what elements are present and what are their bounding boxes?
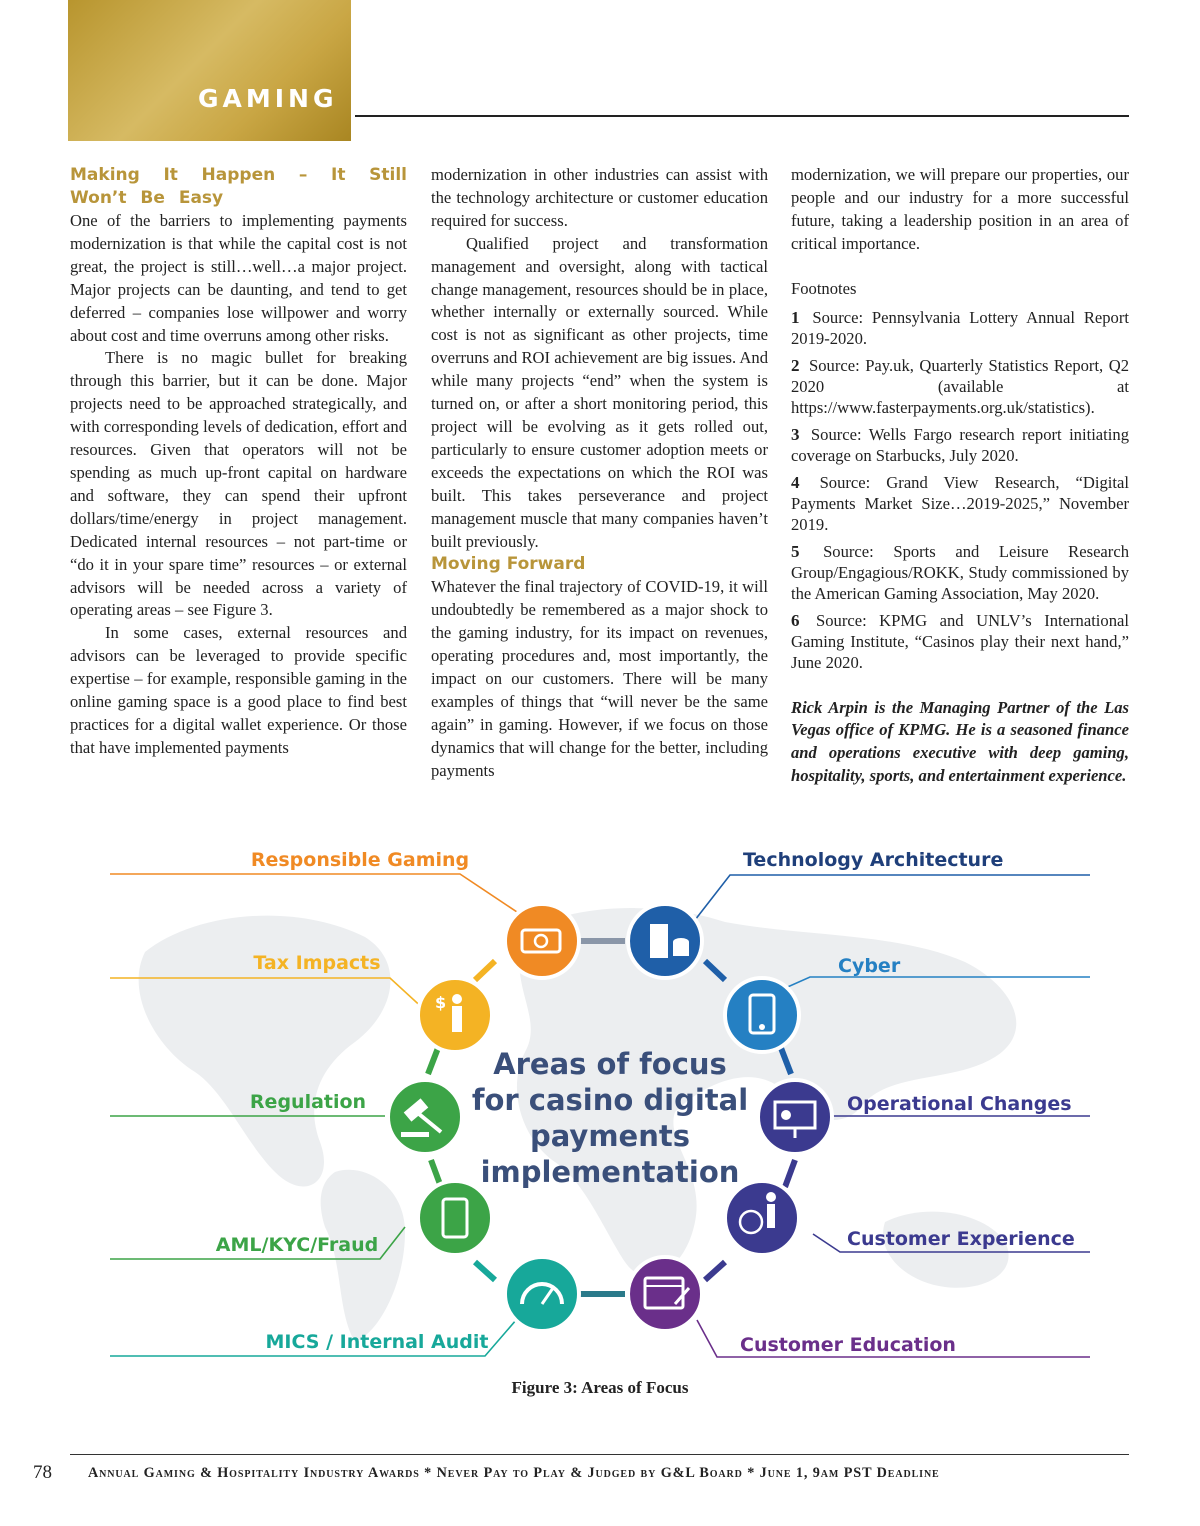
focus-areas-diagram (105, 842, 1095, 1364)
label-customer-education: Customer Education (740, 1334, 956, 1356)
center-line: implementation (480, 1155, 740, 1189)
footnotes-title: Footnotes (791, 278, 857, 298)
footnote (791, 424, 1129, 466)
circle-mics-internal-audit (505, 1257, 579, 1331)
footnote-text: Source: Pay.uk, Quarterly Statistics Report, Q2 2020 (available at https://www.fasterpayments.org.uk/statistics). (791, 355, 1129, 417)
label-tax-impacts: Tax Impacts (253, 952, 381, 974)
center-line: payments (530, 1119, 690, 1153)
label-aml-kyc-fraud: AML/KYC/Fraud (215, 1234, 379, 1256)
circle-customer-education (628, 1257, 702, 1331)
footnote (791, 610, 1129, 673)
server-icon (650, 924, 668, 958)
label-regulation: Regulation (249, 1091, 367, 1113)
circle-regulation (388, 1080, 462, 1154)
circle-responsible-gaming (505, 904, 579, 978)
footnote-text: Source: Pennsylvania Lottery Annual Report 2019-2020. (791, 307, 1129, 348)
page-number: 78 (33, 1462, 52, 1483)
dollar-person-icon: $ (435, 993, 447, 1012)
label-technology-architecture: Technology Architecture (743, 849, 1004, 871)
circle-operational-changes (758, 1080, 832, 1154)
paragraph: In some cases, external resources and advisors can be leveraged to provide specific expertise – for example, responsible gaming in the online gaming space is a good place to find best practices for a digital wallet experience. Or those that have implemented payments (70, 623, 407, 757)
paragraph: Whatever the final trajectory of COVID-19, it will undoubtedly be remembered as a major shock to the gaming industry, for its impact on revenues, operating procedures and, most importantly, the impact on our customers. There will be many examples of things that “will never be the same again” in gaming. However, if we focus on those dynamics that will change for the better, including payments (431, 577, 768, 780)
label-mics-internal-audit: MICS / Internal Audit (265, 1331, 489, 1353)
footnote (791, 472, 1129, 535)
footnote-number: 6 (791, 610, 800, 630)
section-label: GAMING (198, 84, 338, 113)
center-line: for casino digital (471, 1083, 749, 1117)
author-bio: Rick Arpin is the Managing Partner of the Las Vegas office of KPMG. He is a seasoned finance and operations executive with deep gaming, hospitality, sports, and entertainment experience. (791, 697, 1129, 786)
leader-technology (695, 875, 1090, 920)
footer-banner: Annual Gaming & Hospitality Industry Awards * Never Pay to Play & Judged by G&L Board * June 1, 9am PST Deadline (88, 1465, 940, 1481)
circle-tax-impacts (418, 978, 492, 1052)
label-customer-experience: Customer Experience (847, 1228, 1075, 1250)
footnote (791, 355, 1129, 418)
figure-caption: Figure 3: Areas of Focus (511, 1378, 689, 1397)
column-2 (431, 164, 768, 783)
footnote-number: 4 (791, 472, 800, 492)
label-responsible-gaming: Responsible Gaming (250, 849, 470, 871)
label-cyber: Cyber (838, 955, 901, 977)
footnote-text: Source: KPMG and UNLV’s International Gaming Institute, “Casinos play their next hand,” June 2020. (791, 610, 1129, 672)
center-line: Areas of focus (493, 1047, 727, 1081)
footnote-text: Source: Wells Fargo research report initiating coverage on Starbucks, July 2020. (791, 424, 1129, 465)
circle-technology-architecture (628, 904, 702, 978)
circle-cyber (725, 978, 799, 1052)
leader-responsible-gaming (110, 874, 523, 916)
paragraph: modernization, we will prepare our properties, our people and our industry for a more successful future, taking a leadership position in an area of critical importance. (791, 165, 1129, 253)
paragraph: One of the barriers to implementing payments modernization is that while the capital cost is not great, the project is still…well…a major project. Major projects can be daunting, and tend to get deferred – companies lose willpower and worry about cost and time overruns among other risks. (70, 211, 407, 345)
label-operational-changes: Operational Changes (847, 1093, 1072, 1115)
footnote-number: 2 (791, 355, 800, 375)
section-heading: Moving Forward (431, 554, 586, 575)
footnote (791, 307, 1129, 349)
footnote-number: 1 (791, 307, 800, 327)
section-banner (68, 0, 351, 141)
circle-aml-kyc-fraud (418, 1181, 492, 1255)
focus-areas-figure (105, 842, 1095, 1364)
circle-customer-experience (725, 1181, 799, 1255)
footnote-number: 5 (791, 541, 800, 561)
footnote-text: Source: Sports and Leisure Research Group/Engagious/ROKK, Study commissioned by the American Gaming Association, May 2020. (791, 541, 1129, 603)
footnote (791, 541, 1129, 604)
section-heading: Making It Happen – It Still Won’t Be Easy (70, 165, 407, 208)
footer-rule (70, 1454, 1129, 1455)
column-3 (791, 164, 1129, 788)
paragraph: Qualified project and transformation management and oversight, along with tactical change management, resources should be in place, whether internally or externally sourced. While cost is not as significant as other projects, time overruns and ROI achievement are big issues. And while many projects “end” when the system is turned on, or after a short monitoring period, this project will be evolving as it gets rolled out, particularly to ensure customer adoption meets or exceeds the expectations on which the ROI was built. This takes perseverance and project management muscle that many companies haven’t built previously. (431, 233, 768, 551)
column-1 (70, 164, 407, 760)
header-rule (355, 115, 1129, 117)
footnote-text: Source: Grand View Research, “Digital Payments Market Size…2019-2025,” November 2019. (791, 472, 1129, 534)
footnote-number: 3 (791, 424, 800, 444)
paragraph: modernization in other industries can assist with the technology architecture or customer education required for success. (431, 165, 768, 230)
paragraph: There is no magic bullet for breaking through this barrier, but it can be done. Major projects need to be approached strategically, and with corresponding levels of dedication, effort and resources. Given that operators will not be spending as much up-front capital on hardware and software, they can spend their upfront dollars/time/energy in project management. Dedicated internal resources – not part-time or “do it in your spare time” resources – or external advisors will be needed across a variety of operating areas – see Figure 3. (70, 348, 407, 620)
